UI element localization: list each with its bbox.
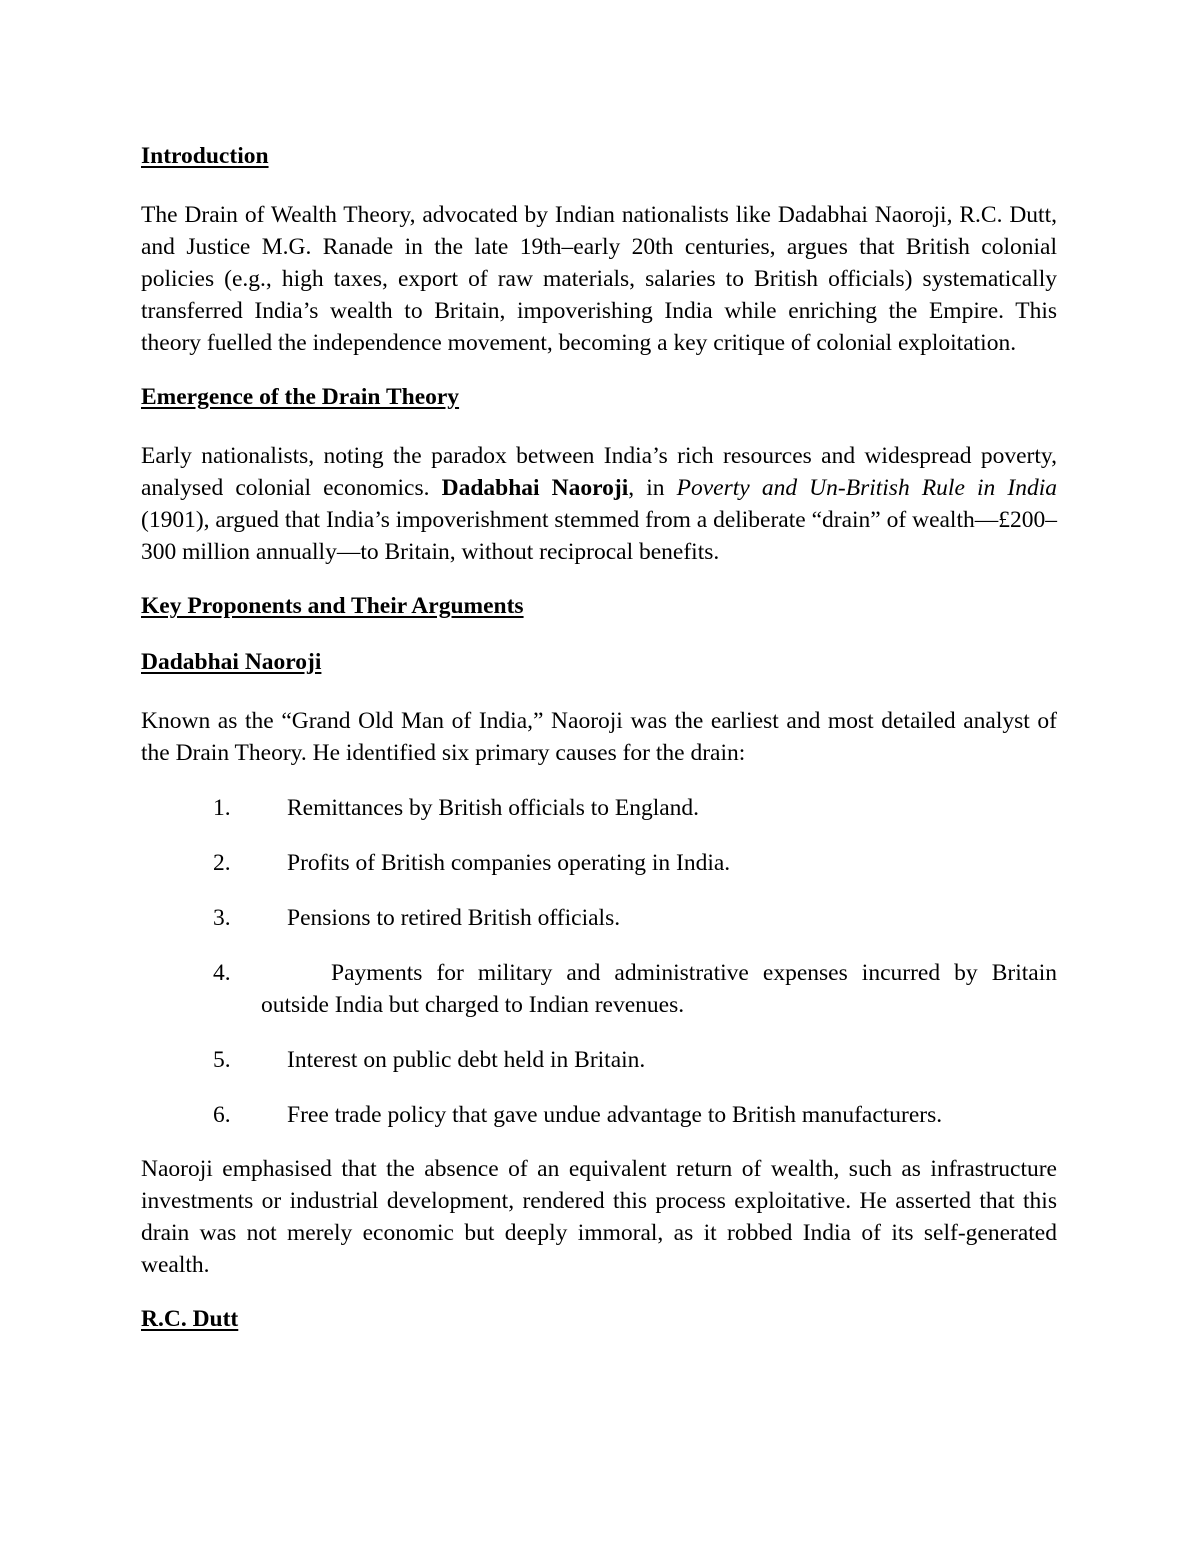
- list-item-number: 3.: [213, 905, 231, 931]
- list-item-text: Interest on public debt held in Britain.: [287, 1047, 646, 1073]
- list-item-number: 1.: [213, 795, 231, 821]
- list-item-number: 6.: [213, 1102, 231, 1128]
- list-item: [141, 1099, 1057, 1131]
- list-item-text: Payments for military and administrative expenses incurred by Britain outside India but charged to Indian revenues.: [261, 960, 1057, 1018]
- emergence-paragraph: [141, 440, 1057, 568]
- emergence-heading: Emergence of the Drain Theory: [141, 384, 460, 410]
- emergence-text-mid: , in: [628, 475, 677, 501]
- emergence-book-title: Poverty and Un-British Rule in India: [676, 475, 1057, 501]
- list-item-text: Profits of British companies operating in India.: [287, 850, 731, 876]
- list-item: [141, 847, 1057, 879]
- list-item-number: 4.: [213, 960, 231, 986]
- list-item-number: 2.: [213, 850, 231, 876]
- list-item-number: 5.: [213, 1047, 231, 1073]
- list-item-text: Pensions to retired British officials.: [287, 905, 621, 931]
- drain-causes-list: [141, 792, 1057, 1131]
- naoroji-conclusion-paragraph: Naoroji emphasised that the absence of an equivalent return of wealth, such as infrastructure investments or industrial development, rendered this process exploitative. He asserted that this drain was not merely economic but deeply immoral, as it robbed India of its self-generated wealth.: [141, 1156, 1057, 1278]
- emergence-bold-name: Dadabhai Naoroji: [441, 475, 629, 501]
- introduction-paragraph: The Drain of Wealth Theory, advocated by Indian nationalists like Dadabhai Naoroji, R.C. Dutt, and Justice M.G. Ranade in the late 19th–early 20th centuries, argues that British colonial policies (e.g., high taxes, export of raw materials, salaries to British officials) systematically transferred India’s wealth to Britain, impoverishing India while enriching the Empire. This theory fuelled the independence movement, becoming a key critique of colonial exploitation.: [141, 202, 1057, 356]
- list-item: [141, 792, 1057, 824]
- list-item: [141, 902, 1057, 934]
- list-item-text: Remittances by British officials to England.: [287, 795, 700, 821]
- list-item: [141, 957, 1057, 1021]
- naoroji-intro-paragraph: Known as the “Grand Old Man of India,” Naoroji was the earliest and most detailed analyst of the Drain Theory. He identified six primary causes for the drain:: [141, 708, 1057, 766]
- emergence-text-start: Early nationalists, noting the paradox between India’s rich resources and widespread poverty, analysed colonial economics.: [141, 443, 1057, 501]
- key-proponents-heading: Key Proponents and Their Arguments: [141, 593, 524, 619]
- dutt-heading: R.C. Dutt: [141, 1306, 239, 1332]
- introduction-heading: Introduction: [141, 143, 269, 169]
- emergence-text-end: (1901), argued that India’s impoverishment stemmed from a deliberate “drain” of wealth—£200–300 million annually—to Britain, without reciprocal benefits.: [141, 507, 1057, 565]
- naoroji-heading: Dadabhai Naoroji: [141, 649, 322, 675]
- list-item-text: Free trade policy that gave undue advantage to British manufacturers.: [287, 1102, 943, 1128]
- list-item: [141, 1044, 1057, 1076]
- document-body: [141, 140, 1057, 1335]
